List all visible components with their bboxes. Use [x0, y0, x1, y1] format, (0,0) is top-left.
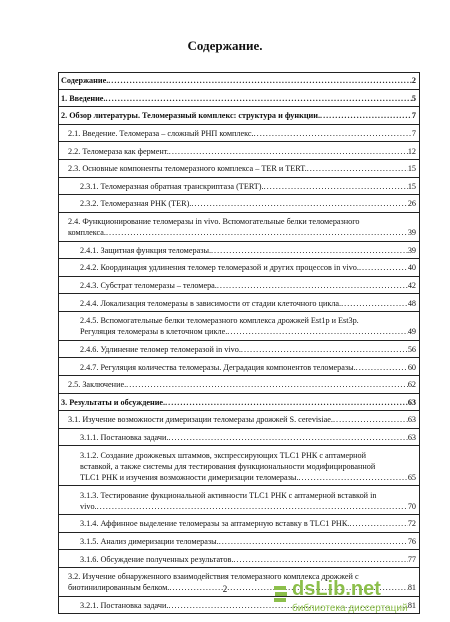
toc-page-number: 26: [407, 199, 416, 209]
toc-leader-dots: [97, 501, 408, 512]
toc-page-number: 15: [407, 181, 416, 191]
toc-entry-text: 1. Введение.: [61, 93, 106, 103]
toc-entry: [68, 411, 416, 428]
toc-entry-last-line: [80, 262, 416, 273]
toc-entry-line: [80, 315, 416, 326]
toc-entry: [80, 277, 416, 294]
toc-entry-text: 3.1. Изучение возможности димеризации теломеразы дрожжей S. cerevisiae.: [68, 415, 333, 425]
toc-row: [58, 429, 420, 447]
toc-entry-text: 2.4.4. Локализация теломеразы в зависимости от стадии клеточного цикла.: [80, 298, 342, 308]
toc-entry: [80, 294, 416, 311]
toc-row: [58, 294, 420, 312]
toc-entry-last-line: [68, 379, 416, 390]
toc-row: [58, 341, 420, 359]
toc-page-number: 49: [407, 327, 416, 337]
toc-page-number: 7: [411, 111, 416, 121]
toc-leader-dots: [254, 128, 412, 139]
book-stack-icon: [272, 584, 290, 608]
toc-leader-dots: [169, 146, 408, 157]
toc-page-number: 48: [407, 298, 416, 308]
toc-entry-text: 2.5. Заключение.: [68, 380, 127, 390]
toc-entry-text: 3.2. Изучение обнаруженного взаимодействия теломеразного комплекса дрожжей с: [68, 572, 359, 582]
toc-entry-last-line: [80, 245, 416, 256]
toc-row: [58, 195, 420, 213]
toc-row: [58, 358, 420, 376]
toc-entry-last-line: [80, 280, 416, 291]
toc-entry-last-line: [80, 432, 416, 443]
toc-page-number: 77: [407, 554, 416, 564]
toc-entry-line: [68, 216, 416, 227]
toc-row: [58, 107, 420, 125]
watermark-caption: библиотека диссертаций: [292, 603, 408, 614]
toc-entry-text: 2.4.1. Защитная функция теломеразы.: [80, 245, 211, 255]
toc-leader-dots: [165, 397, 408, 408]
toc-page-number: 56: [407, 344, 416, 354]
toc-leader-dots: [298, 472, 407, 483]
toc-page-number: 39: [407, 245, 416, 255]
toc-leader-dots: [106, 93, 412, 104]
toc-entry-text: 2.4.7. Регуляция количества теломеразы. Деградация компонентов теломеразы.: [80, 362, 356, 372]
toc-leader-dots: [219, 536, 408, 547]
toc-entry: [68, 142, 416, 159]
toc-page-number: 70: [407, 501, 416, 511]
toc-entry-text: 3.2.1. Постановка задачи.: [80, 600, 169, 610]
toc-row: [58, 394, 420, 412]
toc-entry: [80, 486, 416, 514]
toc-entry-text: TLC1 РНК и изучения возможности димеризации теломеразы.: [80, 472, 299, 482]
toc-entry-text: 2.3.2. Теломеразная РНК (TER).: [80, 199, 192, 209]
toc-entry-last-line: [80, 198, 416, 209]
toc-page-number: 15: [407, 164, 416, 174]
toc-row: [58, 533, 420, 551]
toc-leader-dots: [307, 163, 408, 174]
toc-entry-text: 2.4. Функционирование теломеразы in vivo. Вспомогательные белки теломеразного: [68, 216, 360, 226]
watermark-site: dsLib.net: [292, 578, 381, 600]
toc-page-number: 63: [407, 432, 416, 442]
toc-entry-text: 3.1.4. Аффинное выделение теломеразы за аптамерную вставку в TLC1 РНК.: [80, 519, 350, 529]
toc-entry-last-line: [68, 227, 416, 238]
page-number: 2: [222, 584, 228, 594]
toc-entry: [80, 259, 416, 276]
toc-row: [58, 178, 420, 196]
toc-entry-text: vivo.: [80, 501, 97, 511]
toc-page-number: 5: [411, 93, 416, 103]
toc-row: [58, 411, 420, 429]
toc-entry: [80, 178, 416, 195]
toc-leader-dots: [211, 245, 408, 256]
toc-entry-text: вставкой, а также системы для тестирования функциональности модифицированной: [80, 461, 376, 471]
toc-entry-text: 2.4.3. Субстрат теломеразы – теломера.: [80, 280, 217, 290]
toc-entry-text: 2.3. Основные компоненты теломеразного комплекса – TER и TERT.: [68, 164, 307, 174]
toc-leader-dots: [320, 110, 412, 121]
toc-entry: [80, 195, 416, 212]
toc-entry: [80, 550, 416, 567]
toc-page-number: 60: [407, 362, 416, 372]
toc-entry: [61, 107, 416, 124]
toc-entry: [61, 394, 416, 411]
toc-page-number: 2: [411, 76, 416, 86]
toc-page-number: 62: [407, 380, 416, 390]
toc-entry-last-line: [80, 298, 416, 309]
toc-entry: [80, 515, 416, 532]
toc-leader-dots: [333, 414, 408, 425]
toc-entry-last-line: [80, 181, 416, 192]
toc-row: [58, 90, 420, 108]
toc-entry-line: [80, 450, 416, 461]
toc-leader-dots: [349, 518, 407, 529]
toc-entry-text: 3. Результаты и обсуждение.: [61, 397, 166, 407]
toc-entry: [80, 242, 416, 259]
toc-page-number: 7: [411, 128, 416, 138]
toc-entry-text: 3.1.1. Постановка задачи.: [80, 432, 169, 442]
toc-row: [58, 125, 420, 143]
toc-entry-text: 2.3.1. Теломеразная обратная транскриптаза (TERT).: [80, 181, 264, 191]
toc-entry-last-line: [68, 414, 416, 425]
toc-entry-text: 3.1.2. Создание дрожжевых штаммов, экспрессирующих TLC1 РНК с аптамерной: [80, 450, 367, 460]
toc-entry-last-line: [68, 128, 416, 139]
toc-leader-dots: [241, 344, 408, 355]
toc-entry-text: 2.4.2. Координация удлинения теломер теломеразой и других процессов in vivo.: [80, 263, 359, 273]
toc-leader-dots: [217, 280, 408, 291]
toc-entry: [61, 90, 416, 107]
toc-page-number: 63: [407, 397, 416, 407]
toc-entry: [68, 213, 416, 241]
toc-leader-dots: [359, 262, 408, 273]
toc-leader-dots: [227, 326, 408, 337]
watermark: [292, 578, 442, 618]
toc-entry-text: 3.1.3. Тестирование фукциональной активности TLC1 РНК с аптамерной вставкой in: [80, 490, 377, 500]
toc-entry-last-line: [68, 146, 416, 157]
toc-entry-last-line: [80, 362, 416, 373]
toc-entry: [80, 312, 416, 340]
toc-row: [58, 242, 420, 260]
toc-row: [58, 515, 420, 533]
toc-entry-last-line: [61, 110, 416, 121]
toc-leader-dots: [233, 554, 407, 565]
toc-row: [58, 312, 420, 341]
toc-entry-last-line: [68, 163, 416, 174]
toc-entry-line: [80, 461, 416, 472]
toc-entry-text: Регуляция теломеразы в клеточном цикле.: [80, 327, 228, 337]
toc-row: [58, 72, 420, 90]
toc-entry-last-line: [61, 75, 416, 86]
toc-leader-dots: [264, 181, 408, 192]
toc-entry-text: 3.1.6. Обсуждение полученных результатов.: [80, 554, 234, 564]
toc-row: [58, 259, 420, 277]
toc-entry-last-line: [80, 344, 416, 355]
toc-entry-text: 2.1. Введение. Теломераза – сложный РНП комплекс.: [68, 128, 254, 138]
page-title: Содержание.: [187, 38, 263, 53]
toc-page-number: 63: [407, 415, 416, 425]
toc-entry-line: [80, 490, 416, 501]
toc-row: [58, 213, 420, 242]
toc-row: [58, 376, 420, 394]
toc-page-number: 12: [407, 146, 416, 156]
toc-entry-text: 2.4.5. Вспомогательные белки теломеразного комплекса дрожжей Est1p и Est3p.: [80, 316, 359, 326]
toc-entry-last-line: [80, 326, 416, 337]
toc-page-number: 76: [407, 536, 416, 546]
toc-entry-last-line: [61, 93, 416, 104]
toc-entry-last-line: [80, 501, 416, 512]
toc-entry-text: биотинилированным белком.: [68, 583, 170, 593]
toc-row: [58, 142, 420, 160]
toc-page-number: 81: [407, 583, 416, 593]
toc-row: [58, 550, 420, 568]
toc-row: [58, 486, 420, 515]
toc-leader-dots: [191, 198, 407, 209]
toc-page-number: 42: [407, 280, 416, 290]
toc-leader-dots: [341, 298, 408, 309]
toc-entry-text: 2.4.6. Удлинение теломер теломеразой in vivo.: [80, 344, 241, 354]
toc-page-number: 81: [407, 600, 416, 610]
toc-entry: [80, 429, 416, 446]
toc-leader-dots: [108, 75, 412, 86]
toc-leader-dots: [168, 432, 407, 443]
toc-entry-text: комплекса.: [68, 227, 106, 237]
toc-entry: [80, 358, 416, 375]
toc-entry: [61, 72, 416, 89]
toc-page-number: 72: [407, 519, 416, 529]
toc-entry-last-line: [80, 518, 416, 529]
toc-leader-dots: [126, 379, 408, 390]
toc-row: [58, 446, 420, 486]
toc-leader-dots: [356, 362, 408, 373]
toc-entry: [68, 376, 416, 393]
toc-page-number: 39: [407, 227, 416, 237]
toc-entry-last-line: [61, 397, 416, 408]
toc-entry: [68, 125, 416, 142]
toc-entry-text: 2.2. Теломераза как фермент.: [68, 146, 169, 156]
toc-entry: [80, 341, 416, 358]
toc-entry: [80, 446, 416, 485]
toc-entry-last-line: [80, 536, 416, 547]
toc-row: [58, 277, 420, 295]
toc-leader-dots: [106, 227, 408, 238]
toc-entry: [80, 533, 416, 550]
toc-entry-last-line: [80, 554, 416, 565]
toc-entry-last-line: [80, 472, 416, 483]
toc-entry: [68, 160, 416, 177]
toc-entry-text: Содержание.: [61, 76, 109, 86]
toc-entry-text: 2. Обзор литературы. Теломеразный комплекс: структура и функции.: [61, 111, 321, 121]
toc-page-number: 65: [407, 472, 416, 482]
toc-row: [58, 160, 420, 178]
toc-page-number: 40: [407, 263, 416, 273]
toc-entry-text: 3.1.5. Анализ димеризации теломеразы.: [80, 536, 219, 546]
